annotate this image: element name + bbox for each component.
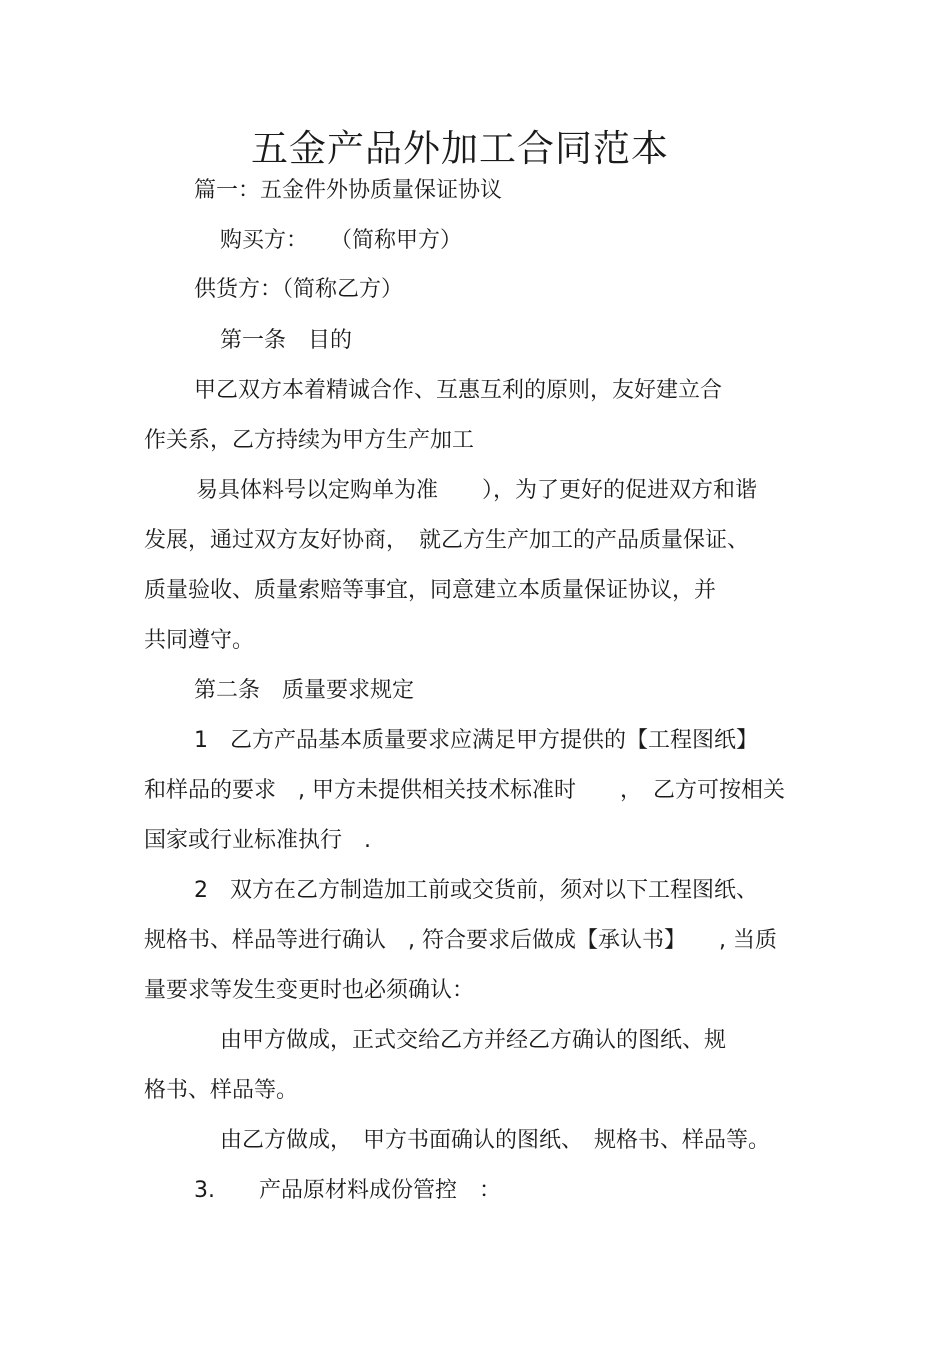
paragraph-line: 格书、样品等。 [144, 1078, 299, 1103]
paragraph-line: 作关系，乙方持续为甲方生产加工 [144, 428, 475, 453]
document-title: 五金产品外加工合同范本 [251, 127, 669, 170]
paragraph-line: 甲乙双方本着精诚合作、互惠互利的原则，友好建立合 [194, 378, 723, 403]
paragraph-line: 2 双方在乙方制造加工前或交货前，须对以下工程图纸、 [194, 878, 758, 903]
paragraph-line: 由乙方做成， 甲方书面确认的图纸、 规格书、样品等。 [220, 1128, 771, 1153]
paragraph-line: 规格书、样品等进行确认 , 符合要求后做成【承认书】 , 当质 [144, 928, 777, 953]
paragraph-line: 3. 产品原材料成份管控 ： [194, 1178, 501, 1203]
paragraph-line: 国家或行业标准执行 . [144, 828, 371, 853]
paragraph-line: 质量验收、质量索赔等事宜，同意建立本质量保证协议，并 [144, 578, 717, 603]
paragraph-line: 和样品的要求 , 甲方未提供相关技术标准时 ， 乙方可按相关 [144, 778, 785, 803]
paragraph-line: 由甲方做成，正式交给乙方并经乙方确认的图纸、规 [220, 1028, 727, 1053]
section-heading: 篇一：五金件外协质量保证协议 [194, 178, 503, 203]
buyer-line: 购买方： （简称甲方） [220, 228, 463, 253]
paragraph-line: 量要求等发生变更时也必须确认： [144, 978, 475, 1003]
paragraph-line: 发展，通过双方友好协商， 就乙方生产加工的产品质量保证、 [144, 528, 750, 553]
article-heading: 第二条 质量要求规定 [194, 678, 415, 703]
supplier-line: 供货方：（简称乙方） [194, 277, 404, 302]
article-heading: 第一条 目的 [220, 328, 353, 353]
paragraph-line: 共同遵守。 [144, 628, 255, 653]
paragraph-line: 易具体料号以定购单为准 ），为了更好的促进双方和谐 [196, 478, 758, 503]
paragraph-line: 1 乙方产品基本质量要求应满足甲方提供的【工程图纸】 [194, 728, 758, 753]
